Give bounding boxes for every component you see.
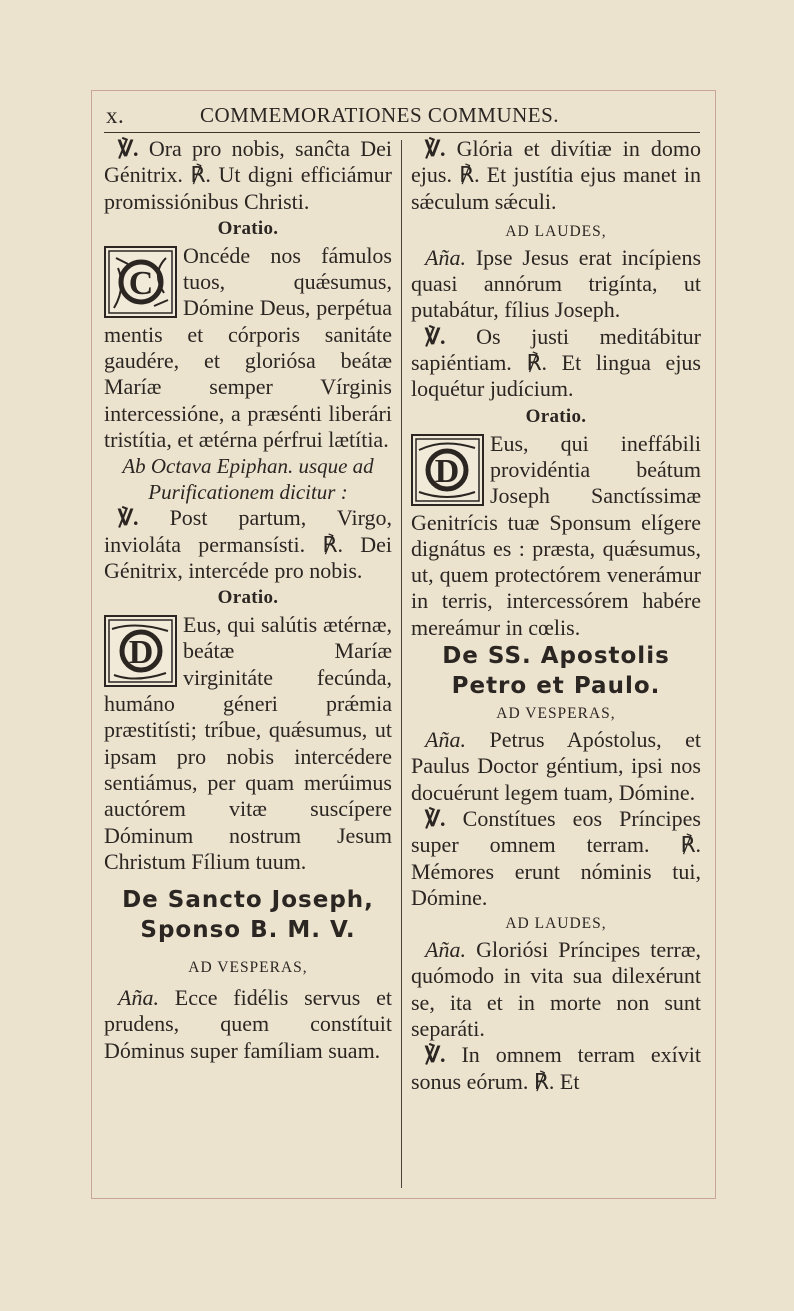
prayer-text: Eus, qui salútis ætérnæ, beátæ Maríæ virginitáte fecúnda, humáno géneri prǽmia præstitísti; tríbue, quǽsumus, ut ipsam pro nobis intercédere sentiámus, per quam merúimus auctórem vitæ suscípere Dóminum nostrum Jesum Christum Fílium tuum. [104, 612, 392, 874]
section-heading: De Sancto Joseph, [122, 887, 374, 914]
decorated-initial-icon [104, 615, 177, 687]
versicle-symbol: ℣. [425, 136, 446, 161]
versicle-paragraph [104, 136, 392, 215]
prayer-block [104, 243, 392, 453]
versicle-paragraph [411, 136, 701, 215]
office-label: AD VESPERAS, [188, 959, 308, 977]
versicle-paragraph [411, 324, 701, 403]
antiphon-label: Aña. [425, 937, 466, 963]
office-label: AD LAUDES, [505, 222, 607, 240]
versicle-paragraph [411, 806, 701, 911]
antiphon-label: Aña. [425, 727, 466, 753]
antiphon-paragraph [411, 937, 701, 1042]
versicle-symbol: ℣. [425, 323, 446, 349]
rubric-text: Ab Octava Epiphan. usque ad Purificationem dicitur : [122, 454, 374, 505]
section-heading: De SS. Apostolis [442, 643, 670, 670]
versicle-symbol: ℣. [425, 805, 446, 831]
decorated-initial-icon [104, 246, 177, 318]
section-heading: Sponso B. M. V. [140, 917, 356, 944]
antiphon-label: Aña. [118, 985, 159, 1011]
running-header [104, 101, 704, 133]
header-rule [104, 132, 700, 133]
versicle-symbol: ℣. [118, 505, 139, 531]
antiphon-text: Ipse Jesus erat incípiens quasi annórum trigínta, ut putabátur, fílius Joseph. [411, 244, 702, 323]
antiphon-paragraph [104, 985, 392, 1064]
versicle-text: Constítues eos Príncipes super omnem terram. ℟. Mémores erunt nóminis tui, Dómine. [411, 805, 701, 910]
versicle-text: In omnem terram exívit sonus eórum. ℟. Et [411, 1042, 701, 1094]
office-label: AD VESPERAS, [496, 705, 616, 723]
section-heading: Petro et Paulo. [451, 673, 661, 700]
antiphon-paragraph [411, 245, 701, 324]
versicle-paragraph [104, 505, 392, 584]
antiphon-paragraph [411, 727, 701, 806]
oratio-label: Oratio. [525, 405, 587, 427]
prayer-text: Eus, qui ineffábili providéntia beátum Joseph Sanctíssimæ Genitrícis tuæ Sponsum elígere dignátus es : præsta, quǽsumus, ut, quem protectórem venerámur in terris, intercessórem habére mereámur in cœlis. [411, 430, 701, 640]
right-column [411, 136, 701, 1095]
initial-letter: D [434, 452, 460, 490]
versicle-paragraph [411, 1042, 701, 1095]
initial-letter: D [128, 634, 154, 672]
antiphon-text: Gloriósi Príncipes terræ, quómodo in vita sua dilexérunt se, ita et in morte non sunt separáti. [411, 937, 701, 1042]
oratio-label: Oratio. [217, 587, 279, 609]
column-divider [401, 140, 402, 1188]
decorated-initial-icon [411, 434, 484, 506]
versicle-text: Post partum, Virgo, invioláta permansísti. ℟. Dei Génitrix, intercéde pro nobis. [104, 505, 392, 583]
page-folio: x. [106, 103, 125, 128]
antiphon-label: Aña. [425, 244, 466, 270]
versicle-symbol: ℣. [425, 1042, 446, 1068]
office-label: AD LAUDES, [505, 915, 607, 933]
prayer-block [104, 612, 392, 875]
versicle-symbol: ℣. [118, 136, 139, 161]
initial-letter: C [128, 264, 154, 302]
versicle-text: Os justi meditábitur sapiéntiam. ℟. Et lingua ejus loquétur judícium. [411, 323, 702, 402]
versicle-text: Ora pro nobis, sanĉta Dei Génitrix. ℟. Ut digni efficiámur promissiónibus Christi. [104, 136, 392, 214]
prayer-block [411, 431, 701, 641]
oratio-label: Oratio. [217, 217, 279, 239]
running-title: COMMEMORATIONES COMMUNES. [200, 103, 560, 127]
antiphon-text: Petrus Apóstolus, et Paulus Doctor géntium, ipsi nos docuérunt legem tuam, Dómine. [411, 727, 701, 805]
versicle-text: Glória et divítiæ in domo ejus. ℟. Et justítia ejus manet in sǽculum sǽculi. [411, 136, 701, 214]
prayer-text: Oncéde nos fámulos tuos, quǽsumus, Dómine Deus, perpétua mentis et córporis sanitáte gaudére, et gloriósa beátæ Maríæ semper Vírginis intercessióne, a præsénti liberári tristítia, et ætérna pérfrui lætítia. [104, 242, 392, 452]
left-column [104, 136, 392, 1064]
antiphon-text: Ecce fidélis servus et prudens, quem constítuit Dóminus super famíliam suam. [104, 985, 393, 1063]
